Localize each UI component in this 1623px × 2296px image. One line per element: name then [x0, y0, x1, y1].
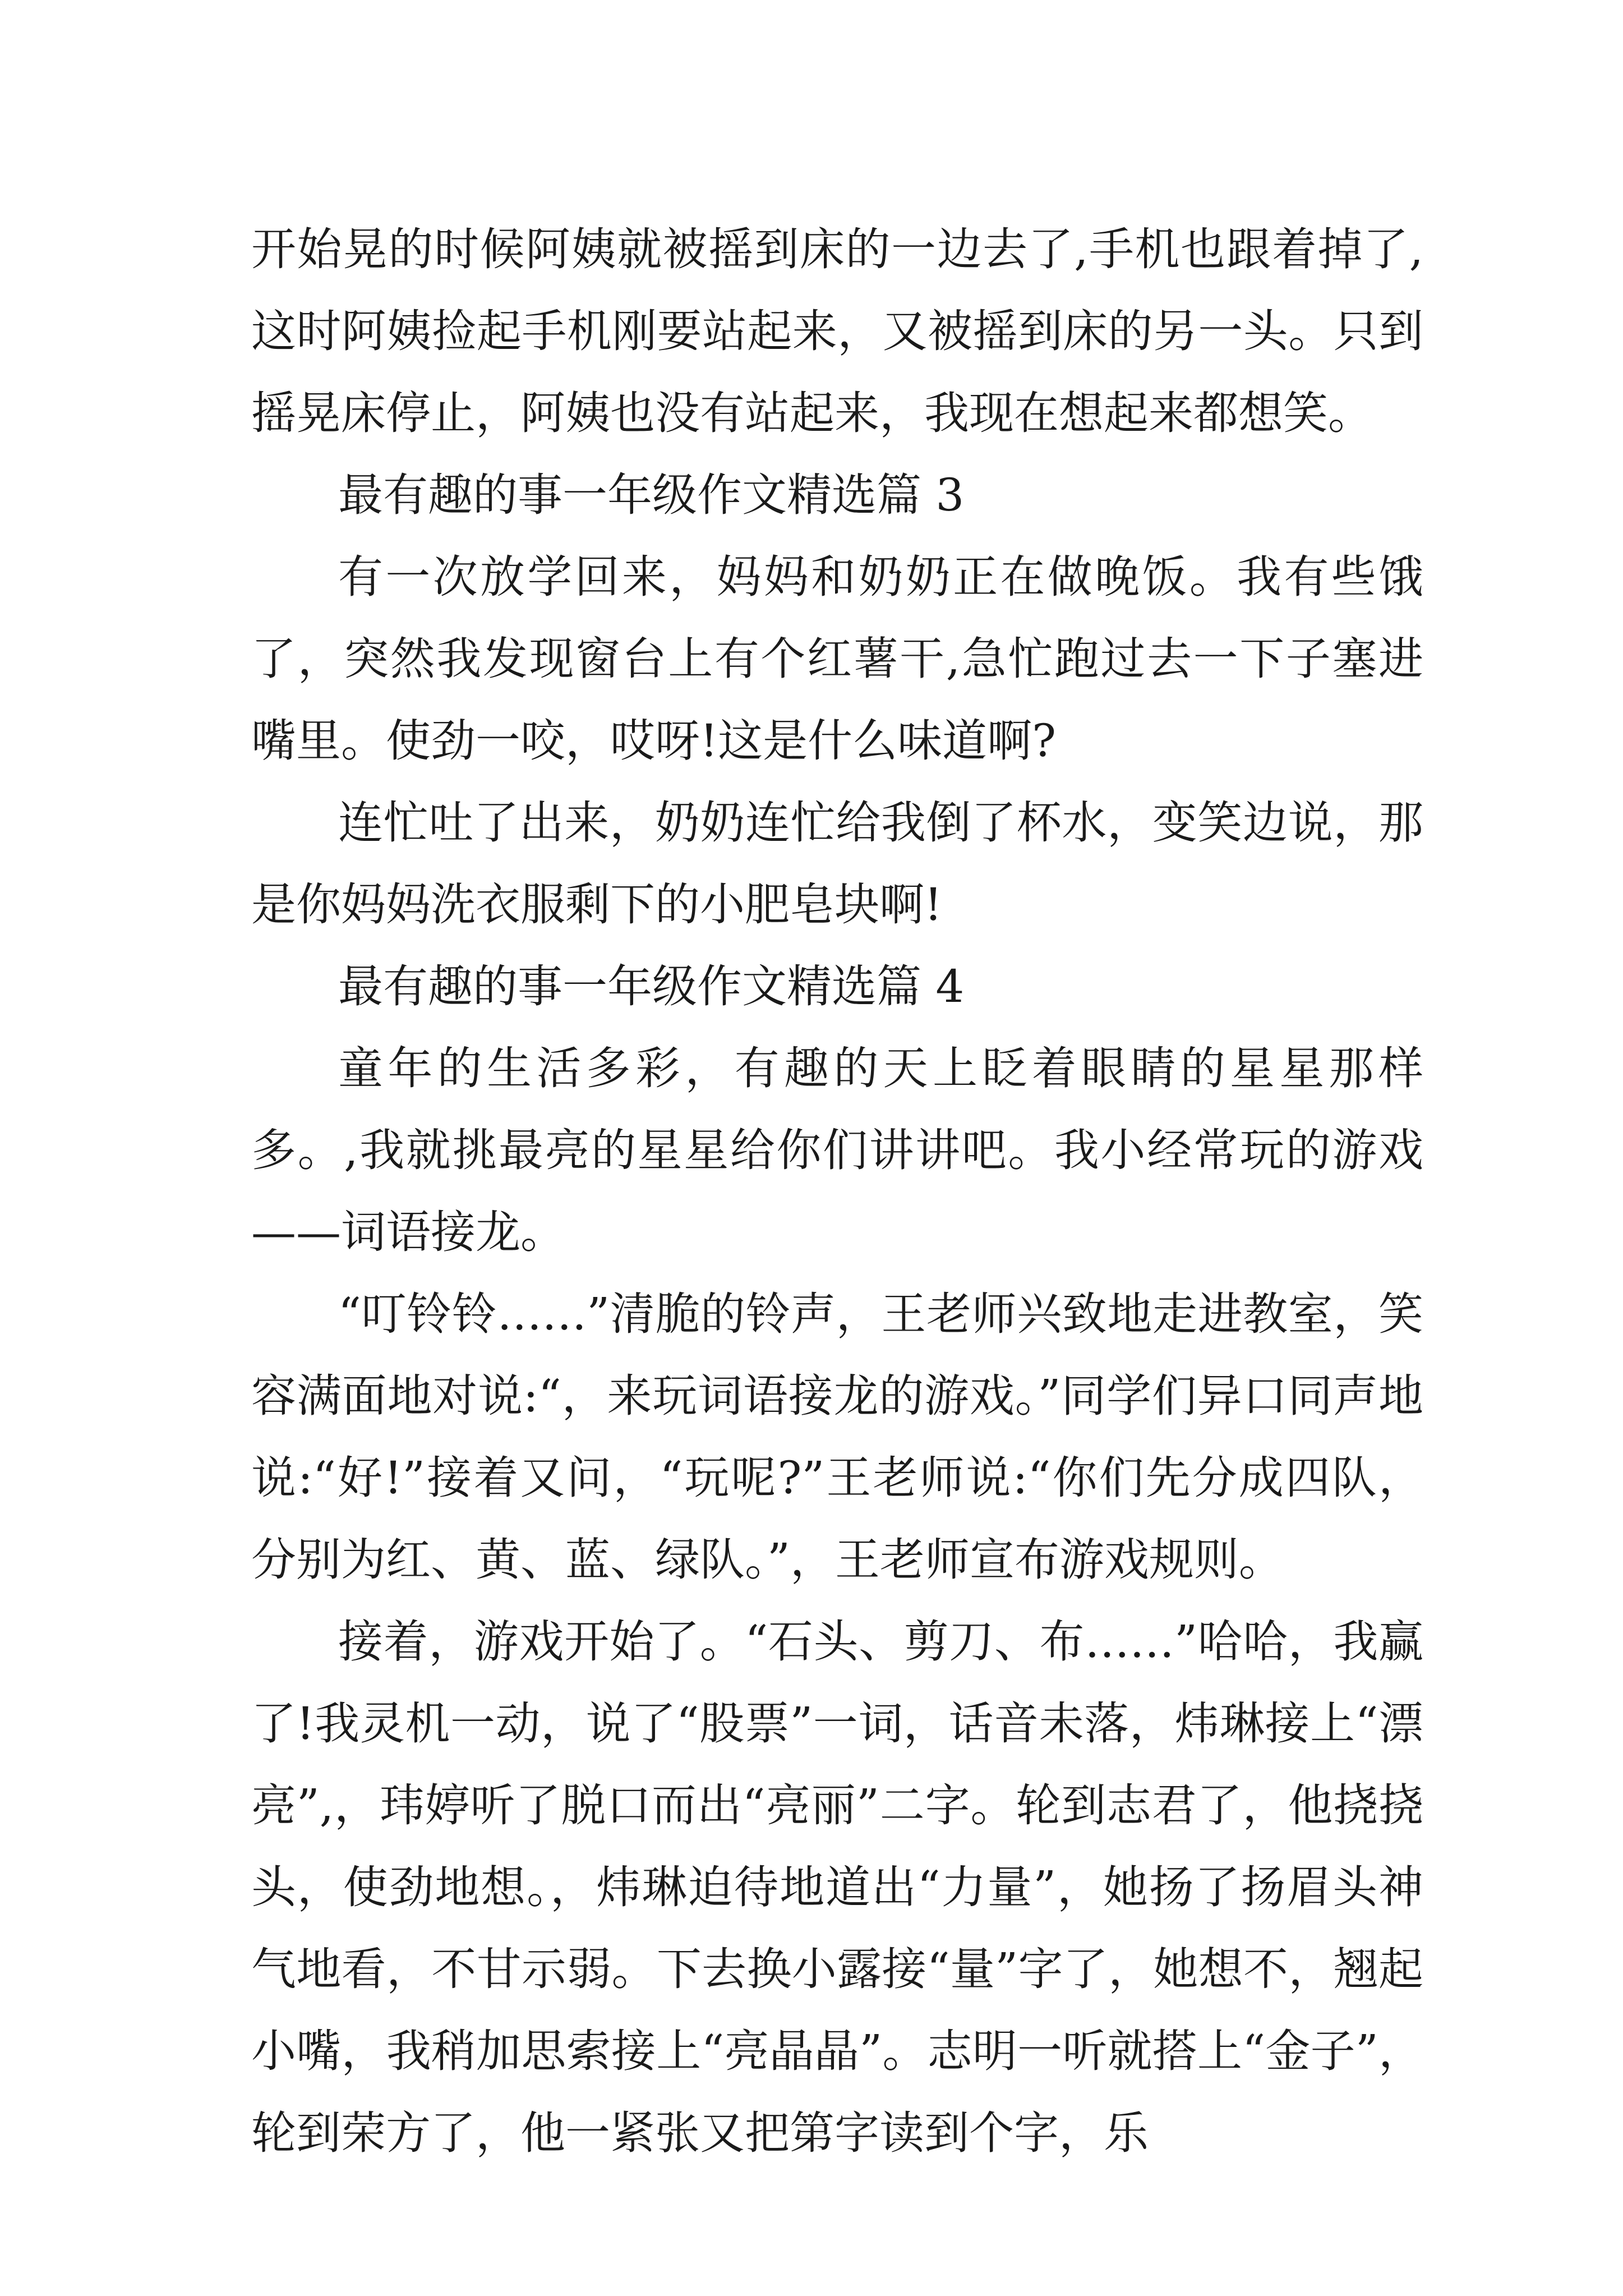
paragraph-1: 开始晃的时候阿姨就被摇到床的一边去了,手机也跟着掉了,这时阿姨捡起手机刚要站起来，又被摇到床的另一头。只到摇晃床停止，阿姨也没有站起来，我现在想起来都想笑。	[251, 223, 1423, 439]
paragraph-4: 童年的生活多彩，有趣的天上眨着眼睛的星星那样多。,我就挑最亮的星星给你们讲讲吧。我小经常玩的游戏——词语接龙。	[251, 1042, 1423, 1258]
section-heading-3: 最有趣的事一年级作文精选篇 3	[338, 469, 965, 521]
paragraph-2: 有一次放学回来，妈妈和奶奶正在做晚饭。我有些饿了，突然我发现窗台上有个红薯干,急忙跑过去一下子塞进嘴里。使劲一咬，哎呀!这是什么味道啊?	[251, 551, 1423, 767]
paragraph-5: “叮铃铃……”清脆的铃声，王老师兴致地走进教室，笑容满面地对说:“，来玩词语接龙的游戏。”同学们异口同声地说:“好!”接着又问，“玩呢?”王老师说:“你们先分成四队，分别为红、黄、蓝、绿队。”，王老师宣布游戏规则。	[251, 1288, 1423, 1586]
paragraph-6: 接着，游戏开始了。“石头、剪刀、布……”哈哈，我赢了!我灵机一动，说了“股票”一词，话音未落，炜琳接上“漂亮”,，玮婷听了脱口而出“亮丽”二字。轮到志君了，他挠挠头，使劲地想。，炜琳迫待地道出“力量”，她扬了扬眉头神气地看，不甘示弱。下去换小露接“量”字了，她想不，翘起小嘴，我稍加思索接上“亮晶晶”。志明一听就搭上“金子”，轮到荣方了，他一紧张又把第字读到个字，乐	[251, 1616, 1423, 2159]
document-body	[251, 209, 1423, 2174]
paragraph-3: 连忙吐了出来，奶奶连忙给我倒了杯水，变笑边说，那是你妈妈洗衣服剩下的小肥皂块啊!	[251, 797, 1423, 931]
section-heading-4: 最有趣的事一年级作文精选篇 4	[338, 960, 965, 1013]
